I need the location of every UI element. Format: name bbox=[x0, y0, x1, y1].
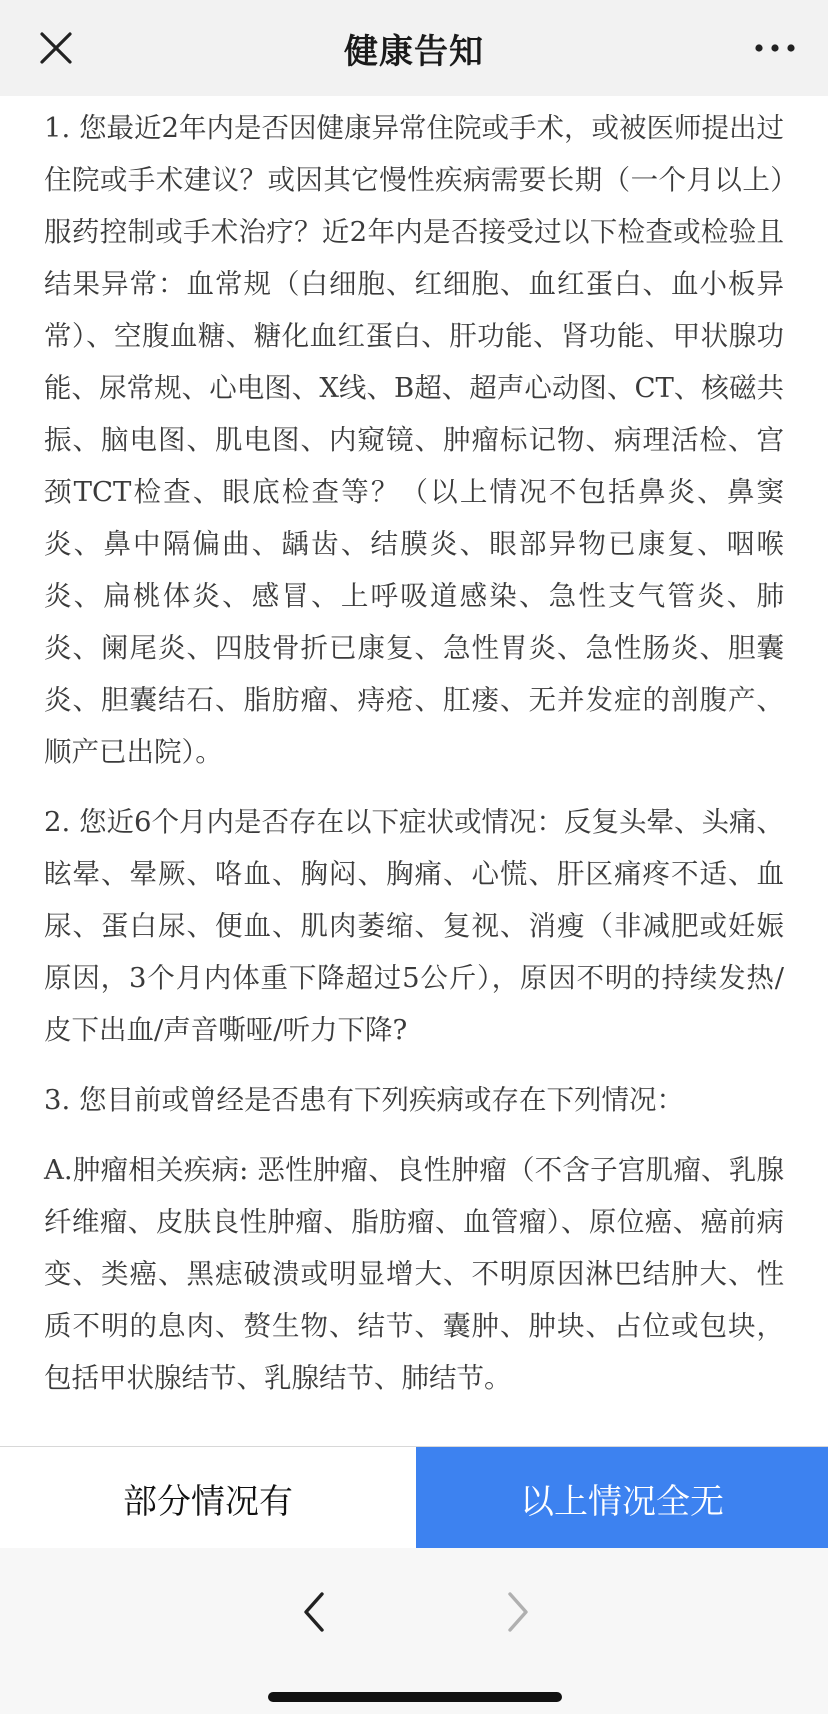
close-icon[interactable] bbox=[38, 30, 74, 66]
none-of-above-button[interactable]: 以上情况全无 bbox=[416, 1447, 828, 1549]
question-3-text: 3. 您目前或曾经是否患有下列疾病或存在下列情况： bbox=[44, 1084, 684, 1116]
chevron-right-icon[interactable] bbox=[500, 1588, 536, 1636]
question-3a-text: A.肿瘤相关疾病: 恶性肿瘤、良性肿瘤（不含子宫肌瘤、乳腺纤维瘤、皮肤良性肿瘤、脂肪瘤、血管瘤）、原位癌、癌前病变、类癌、黑痣破溃或明显增大、不明原因淋巴结肿大、性质不明的息肉、赘生物、结节、囊肿、肿块、占位或包块，包括甲状腺结节、乳腺结节、肺结节。 bbox=[44, 1154, 784, 1394]
browser-nav-bar bbox=[0, 1548, 828, 1714]
action-bar bbox=[0, 1446, 828, 1549]
more-icon[interactable] bbox=[754, 38, 796, 58]
page-title: 健康告知 bbox=[344, 31, 484, 72]
chevron-left-icon[interactable] bbox=[296, 1588, 332, 1636]
home-indicator bbox=[268, 1692, 562, 1702]
health-notice-content[interactable] bbox=[0, 96, 828, 1446]
question-1-text: 1. 您最近2年内是否因健康异常住院或手术，或被医师提出过住院或手术建议？或因其它慢性疾病需要长期（一个月以上）服药控制或手术治疗？近2年内是否接受过以下检查或检验且结果异常：血常规（白细胞、红细胞、血红蛋白、血小板异常）、空腹血糖、糖化血红蛋白、肝功能、肾功能、甲状腺功能、尿常规、心电图、X线、B超、超声心动图、CT、核磁共振、脑电图、肌电图、内窥镜、肿瘤标记物、病理活检、宫颈TCT检查、眼底检查等？（以上情况不包括鼻炎、鼻窦炎、鼻中隔偏曲、龋齿、结膜炎、眼部异物已康复、咽喉炎、扁桃体炎、感冒、上呼吸道感染、急性支气管炎、肺炎、阑尾炎、四肢骨折已康复、急性胃炎、急性肠炎、胆囊炎、胆囊结石、脂肪瘤、痔疮、肛瘘、无并发症的剖腹产、顺产已出院）。 bbox=[44, 112, 784, 768]
question-2-text: 2. 您近6个月内是否存在以下症状或情况：反复头晕、头痛、眩晕、晕厥、咯血、胸闷、胸痛、心慌、肝区痛疼不适、血尿、蛋白尿、便血、肌肉萎缩、复视、消瘦（非减肥或妊娠原因，3个月内体重下降超过5公斤），原因不明的持续发热/皮下出血/声音嘶哑/听力下降? bbox=[44, 806, 784, 1046]
partial-conditions-button[interactable]: 部分情况有 bbox=[0, 1447, 416, 1549]
header-bar bbox=[0, 0, 828, 96]
